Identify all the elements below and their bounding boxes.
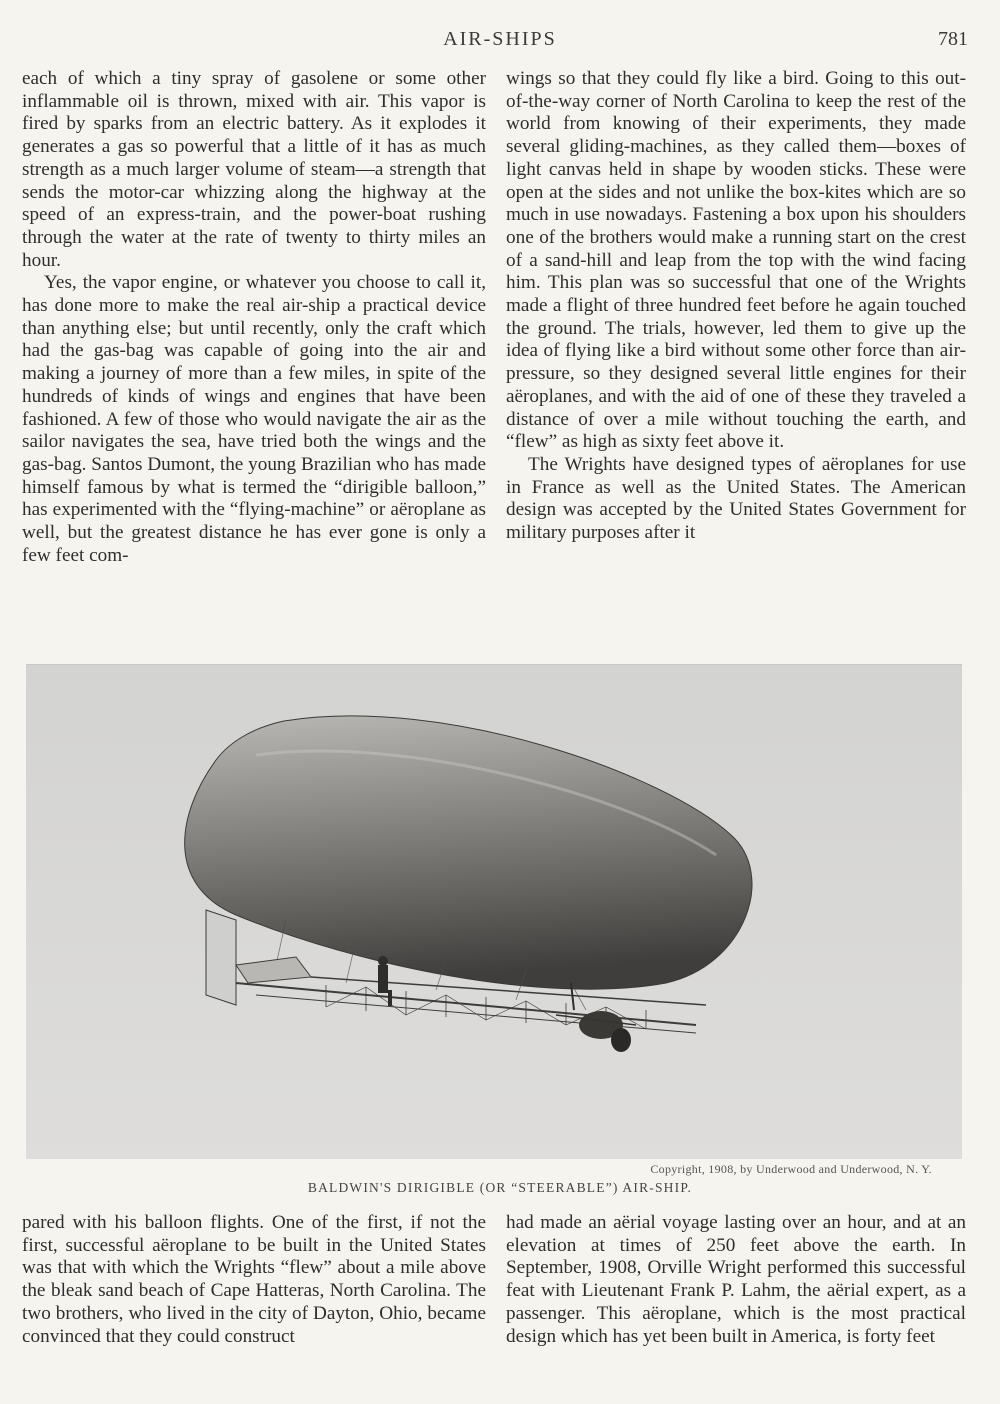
paragraph: each of which a tiny spray of gasolene or some other inflammable oil is thrown, mixed with air. This vapor is fired by sparks from an electric battery. As it explodes it generates a gas so powerful that a little of it has as much strength as a much larger volume of steam—a strength that sends the motor-car whizzing along the highway at the speed of an express-train, and the power-boat rushing through the water at the rate of twenty to thirty miles an hour.	[22, 68, 486, 271]
column-bottom-right	[506, 1212, 966, 1348]
figure-caption: BALDWIN'S DIRIGIBLE (OR “STEERABLE”) AIR-SHIP.	[307, 1180, 693, 1195]
paragraph: Yes, the vapor engine, or whatever you choose to call it, has done more to make the real air-ship a practical device than anything else; but until recently, only the craft which had the gas-bag was capable of going into the air and making a journey of more than a few miles, in spite of the hundreds of kinds of wings and engines that have been fashioned. A few of those who would navigate the air as the sailor navigates the sea, have tried both the wings and the gas-bag. Santos Dumont, the young Brazilian who has made himself famous by what is termed the “dirigible balloon,” has experimented with the “flying-machine” or aëroplane as well, but the greatest distance he has ever gone is only a few feet com-	[22, 272, 486, 566]
running-title: AIR-SHIPS	[443, 28, 557, 50]
dirigible-photograph	[26, 664, 962, 1159]
paragraph: pared with his balloon flights. One of the first, if not the first, successful aëroplane to be built in the United States was that with which the Wrights “flew” about a mile above the bleak sand beach of Cape Hatteras, North Carolina. The two brothers, who lived in the city of Dayton, Ohio, became convinced that they could construct	[22, 1212, 486, 1347]
running-head	[0, 28, 1000, 58]
column-top-right	[506, 68, 966, 545]
paragraph: had made an aërial voyage lasting over an hour, and at an elevation at times of 250 feet above the earth. In September, 1908, Orville Wright performed this successful feat with Lieutenant Frank P. Lahm, the aërial expert, as a passenger. This aëroplane, which is the most practical design which has yet been built in America, is forty feet	[506, 1212, 966, 1347]
paragraph: The Wrights have designed types of aëroplanes for use in France as well as the United States. The American design was accepted by the United States Government for military purposes after it	[506, 453, 966, 544]
page-number: 781	[938, 28, 968, 50]
photo-credit: Copyright, 1908, by Underwood and Underwood, N. Y.	[650, 1162, 932, 1176]
paragraph: wings so that they could fly like a bird. Going to this out-of-the-way corner of North Carolina to keep the rest of the world from knowing of their experiments, they made several gliding-machines, as they called them—boxes of light canvas held in shape by wooden sticks. These were open at the sides and not unlike the box-kites which are so much in use nowadays. Fastening a box upon his shoulders one of the brothers would make a running start on the crest of a sand-hill and leap from the top with the wind facing him. This plan was so successful that one of the Wrights made a flight of three hundred feet before he again touched the ground. The trials, however, led them to give up the idea of flying like a bird without some other force than air-pressure, so they designed several little engines for their aëroplanes, and with the aid of one of these they traveled a distance of over a mile without touching the earth, and “flew” as high as sixty feet above it.	[506, 68, 966, 453]
column-bottom-left	[22, 1212, 486, 1348]
column-top-left	[22, 68, 486, 567]
